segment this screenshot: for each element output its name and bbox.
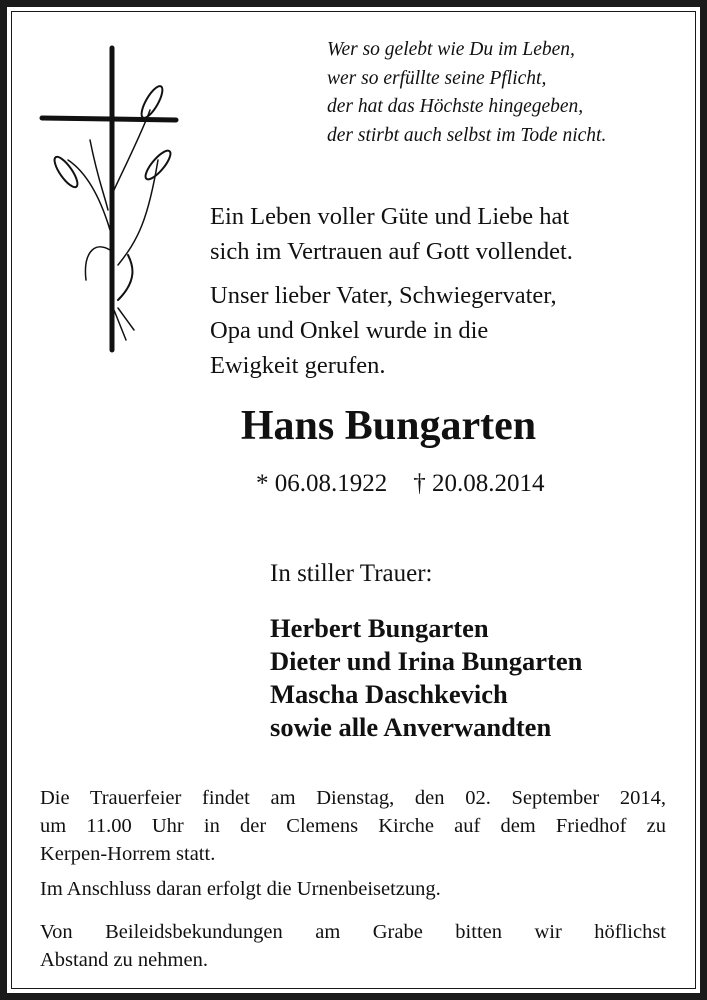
ceremony-info [40,784,666,868]
life-dates [256,470,571,498]
text-line: Im Anschluss daran erfolgt die Urnenbeisetzung. [40,878,441,900]
intro-paragraph-2 [210,278,557,383]
text-line: Von Beileidsbekundungen am Grabe bitten wir höflichst [40,921,666,943]
death-date: † 20.08.2014 [413,470,545,497]
text-line: Abstand zu nehmen. [40,949,208,971]
text-line: Ein Leben voller Güte und Liebe hat [210,203,570,230]
condolences-info [40,918,666,974]
text-line: Die Trauerfeier findet am Dienstag, den 02. September 2014, [40,787,666,809]
text-line: Kerpen-Horrem statt. [40,843,216,865]
mourning-label: In stiller Trauer: [270,560,433,587]
cross-with-wheat-icon [38,40,188,360]
family-member: Dieter und Irina Bungarten [270,646,583,676]
text-line: Opa und Onkel wurde in die [210,317,489,344]
family-member: Mascha Daschkevich [270,679,508,709]
family-member: sowie alle Anverwandten [270,712,552,742]
text-line: um 11.00 Uhr in der Clemens Kirche auf dem Friedhof zu [40,815,666,837]
poem-line: Wer so gelebt wie Du im Leben, [327,39,575,60]
poem-line: der hat das Höchste hingegeben, [327,96,584,117]
poem-line: wer so erfüllte seine Pflicht, [327,67,547,89]
poem [327,36,606,150]
intro-paragraph-1 [210,199,573,269]
poem-line: der stirbt auch selbst im Tode nicht. [327,124,607,146]
family-member: Herbert Bungarten [270,613,489,643]
text-line: Unser lieber Vater, Schwiegervater, [210,282,557,309]
family-list [270,612,582,744]
birth-date: * 06.08.1922 [256,470,388,497]
text-line: Ewigkeit gerufen. [210,352,386,379]
text-line: sich im Vertrauen auf Gott vollendet. [210,238,573,265]
burial-info [40,875,666,903]
deceased-name: Hans Bungarten [240,403,537,449]
